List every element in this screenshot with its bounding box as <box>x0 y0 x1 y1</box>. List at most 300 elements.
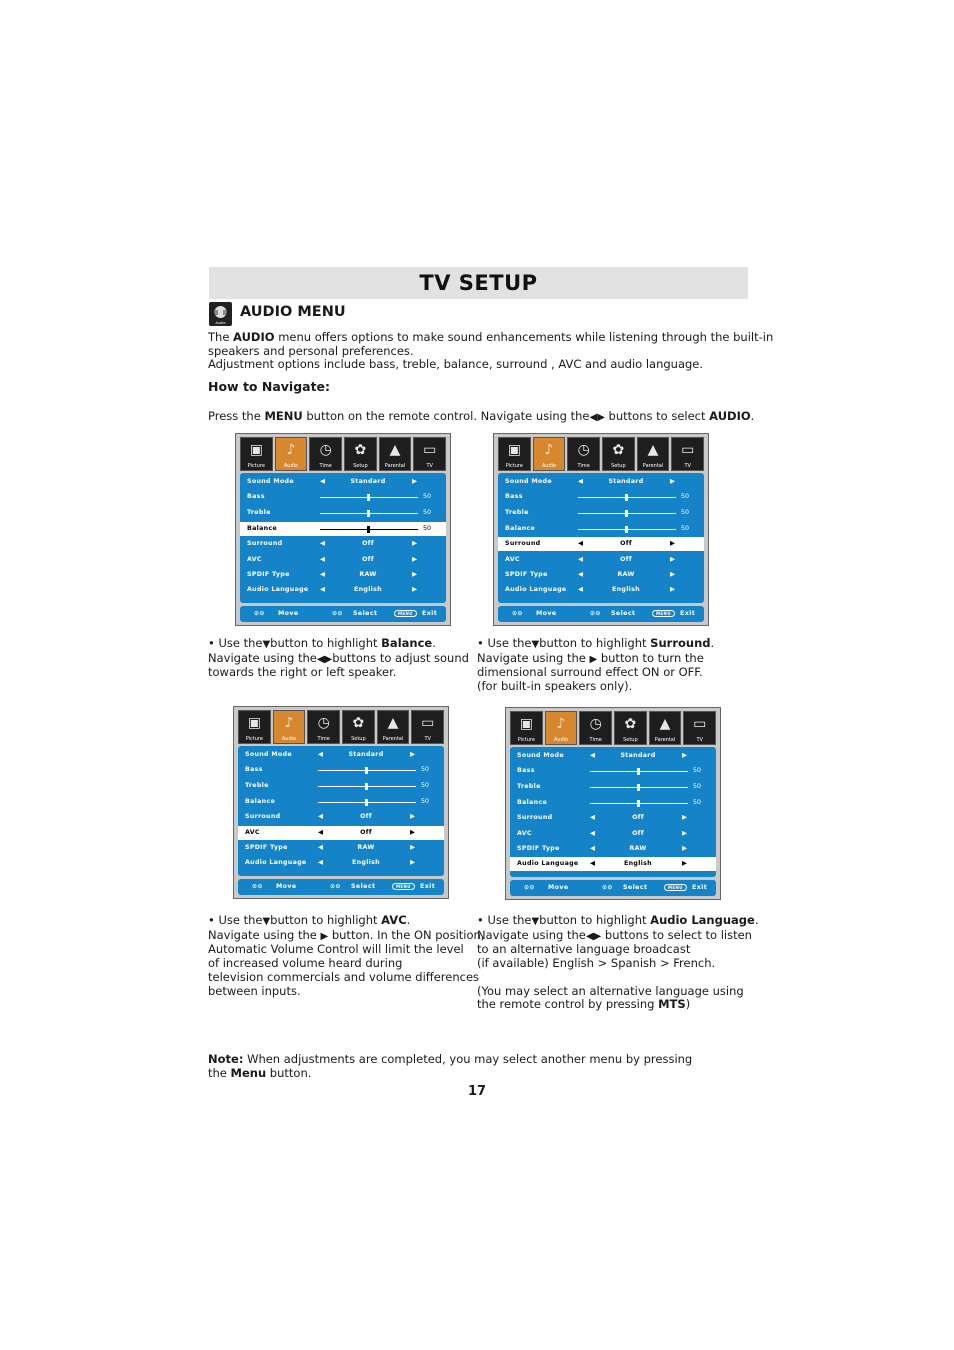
gear-icon: ✿ <box>612 442 625 458</box>
menu-row-treble[interactable] <box>510 780 716 794</box>
right-arrow-icon: ▶ <box>412 555 417 563</box>
bold-text: Balance <box>381 636 433 650</box>
menu-row-value: Off <box>362 556 374 563</box>
right-arrow-icon: ▶ <box>682 751 687 759</box>
menu-button-icon: MENU <box>392 883 415 890</box>
tab-label: Parental <box>642 463 664 469</box>
bold-text: Surround <box>650 636 711 650</box>
right-arrow-icon: ▶ <box>412 585 417 593</box>
menu-row-label: Balance <box>505 525 536 532</box>
menu-tab-bar <box>510 711 716 745</box>
tab-tv[interactable] <box>671 437 704 471</box>
caption-surround <box>477 637 714 694</box>
right-arrow-icon: ▶ <box>324 653 333 665</box>
move-icon: ⊙⊙ <box>254 610 265 617</box>
text: button to highlight <box>270 913 382 927</box>
menu-row-value: Off <box>360 829 372 836</box>
text: buttons to select to listen <box>601 927 752 942</box>
tab-tv[interactable] <box>683 711 716 745</box>
right-arrow-icon: ▶ <box>410 858 415 866</box>
menu-row-sound-mode[interactable] <box>240 475 446 489</box>
menu-row-value: Standard <box>348 751 384 758</box>
left-arrow-icon: ◀ <box>320 570 325 578</box>
text: button to highlight <box>539 636 651 650</box>
tab-audio[interactable] <box>533 437 566 471</box>
menu-row-audio-language[interactable] <box>498 583 704 597</box>
audio-icon <box>209 302 232 326</box>
clock-icon: ◷ <box>577 442 590 458</box>
text: button. In the ON position, <box>328 927 485 942</box>
slider-value: 50 <box>693 767 702 774</box>
tab-parental[interactable] <box>649 711 682 745</box>
right-arrow-icon: ▶ <box>410 812 415 820</box>
tab-setup[interactable] <box>614 711 647 745</box>
tab-setup[interactable] <box>344 437 377 471</box>
speaker-icon: ♪ <box>556 716 566 732</box>
tv-icon: ▭ <box>421 715 435 731</box>
menu-row-value: RAW <box>629 845 647 852</box>
left-arrow-icon: ◀ <box>590 844 595 852</box>
caption-avc <box>208 914 484 998</box>
menu-row-value: Standard <box>608 478 644 485</box>
down-arrow-icon: ▼ <box>262 916 271 927</box>
intro-paragraph <box>208 331 773 372</box>
menu-row-surround[interactable] <box>498 537 704 551</box>
right-arrow-icon: ▶ <box>410 750 415 758</box>
menu-row-value: English <box>612 586 640 593</box>
menu-row-spdif-type[interactable] <box>498 568 704 582</box>
menu-row-value: Off <box>632 830 644 837</box>
menu-row-label: Bass <box>245 766 263 773</box>
menu-panel <box>240 473 446 603</box>
menu-row-label: Treble <box>517 783 541 790</box>
down-arrow-icon: ▼ <box>531 639 540 650</box>
move-icon: ⊙⊙ <box>524 884 535 891</box>
menu-row-bass[interactable] <box>498 490 704 504</box>
lock-icon: ▲ <box>659 716 671 732</box>
tab-tv[interactable] <box>411 710 444 744</box>
tab-label: Setup <box>623 737 638 743</box>
bold-text: AUDIO <box>709 409 751 423</box>
left-arrow-icon: ◀ <box>318 843 323 851</box>
slider-value: 50 <box>681 525 690 532</box>
tab-picture[interactable] <box>498 437 531 471</box>
menu-row-label: AVC <box>247 556 262 563</box>
move-label: Move <box>276 883 297 890</box>
menu-footer <box>498 606 704 622</box>
right-arrow-icon: ▶ <box>682 829 687 837</box>
menu-row-value: Off <box>620 556 632 563</box>
text: speakers and personal preferences. <box>208 343 414 358</box>
left-arrow-icon: ◀ <box>318 812 323 820</box>
menu-row-treble[interactable] <box>238 779 444 793</box>
slider-value: 50 <box>421 782 430 789</box>
tab-time[interactable] <box>309 437 342 471</box>
text: buttons to select <box>604 409 710 423</box>
menu-row-balance[interactable] <box>240 522 446 536</box>
menu-row-sound-mode[interactable] <box>510 749 716 763</box>
left-arrow-icon: ◀ <box>318 828 323 836</box>
slider-knob <box>365 783 368 790</box>
clock-icon: ◷ <box>319 442 332 458</box>
spacer <box>477 971 758 985</box>
text: button to turn the <box>597 650 704 665</box>
menu-row-bass[interactable] <box>238 763 444 777</box>
down-arrow-icon: ▼ <box>262 639 271 650</box>
left-arrow-icon: ◀ <box>316 653 325 665</box>
text: • Use the <box>477 636 532 650</box>
menu-row-sound-mode[interactable] <box>238 748 444 762</box>
menu-panel <box>498 473 704 603</box>
left-arrow-icon: ◀ <box>320 555 325 563</box>
menu-row-label: AVC <box>505 556 520 563</box>
svg-text:Audio: Audio <box>215 321 226 325</box>
menu-row-label: SPDIF Type <box>505 571 548 578</box>
menu-tab-bar <box>240 437 446 471</box>
left-arrow-icon: ◀ <box>320 585 325 593</box>
gear-icon: ✿ <box>624 716 637 732</box>
menu-row-value: RAW <box>359 571 377 578</box>
camera-icon: ▣ <box>249 442 263 458</box>
tab-setup[interactable] <box>342 710 375 744</box>
menu-footer <box>240 606 446 622</box>
text: button on the remote control. Navigate using the <box>302 409 590 423</box>
menu-row-sound-mode[interactable] <box>498 475 704 489</box>
bold-text: MENU <box>264 409 303 423</box>
menu-row-label: Audio Language <box>517 860 579 867</box>
right-arrow-icon: ▶ <box>670 585 675 593</box>
menu-row-avc[interactable] <box>240 553 446 567</box>
slider-knob <box>365 767 368 774</box>
menu-row-bass[interactable] <box>510 764 716 778</box>
page-number: 17 <box>467 1084 487 1099</box>
menu-row-label: Balance <box>247 525 278 532</box>
camera-icon: ▣ <box>519 716 533 732</box>
exit-label: Exit <box>692 884 708 891</box>
right-arrow-icon: ▶ <box>412 570 417 578</box>
slider-knob <box>637 784 640 791</box>
bold-text: AUDIO <box>233 330 275 344</box>
menu-row-value: English <box>352 859 380 866</box>
tab-label: TV <box>424 736 431 742</box>
text: Automatic Volume Control will limit the level <box>208 942 464 957</box>
slider-knob <box>637 768 640 775</box>
tab-setup[interactable] <box>602 437 635 471</box>
menu-row-balance[interactable] <box>510 796 716 810</box>
menu-row-avc[interactable] <box>238 826 444 840</box>
slider-value: 50 <box>681 493 690 500</box>
move-icon: ⊙⊙ <box>252 883 263 890</box>
left-arrow-icon: ◀ <box>590 829 595 837</box>
left-arrow-icon: ◀ <box>578 570 583 578</box>
exit-label: Exit <box>422 610 438 617</box>
text: • Use the <box>208 636 263 650</box>
menu-footer <box>238 879 444 895</box>
left-arrow-icon: ◀ <box>578 555 583 563</box>
text: button. <box>266 1065 312 1080</box>
menu-row-label: Audio Language <box>505 586 567 593</box>
text: to an alternative language broadcast <box>477 942 691 957</box>
tab-time[interactable] <box>567 437 600 471</box>
tab-parental[interactable] <box>377 710 410 744</box>
tab-audio[interactable] <box>545 711 578 745</box>
right-arrow-icon: ▶ <box>682 844 687 852</box>
title-bar <box>209 267 748 299</box>
menu-row-label: Bass <box>247 493 265 500</box>
menu-row-label: Sound Mode <box>517 752 564 759</box>
slider-value: 50 <box>423 493 432 500</box>
slider-knob <box>367 494 370 501</box>
tab-label: Time <box>317 736 330 742</box>
right-arrow-icon: ▶ <box>412 539 417 547</box>
press-instruction <box>208 410 754 425</box>
tab-parental[interactable] <box>637 437 670 471</box>
section-title: AUDIO MENU <box>240 304 346 320</box>
move-label: Move <box>548 884 569 891</box>
caption-balance <box>208 637 469 680</box>
menu-row-label: Treble <box>505 509 529 516</box>
menu-row-value: Off <box>360 813 372 820</box>
text: ) <box>685 997 691 1012</box>
tab-time[interactable] <box>579 711 612 745</box>
audio-menu-screenshot <box>493 433 709 626</box>
text: (for built-in speakers only). <box>477 679 633 694</box>
text: the remote control by pressing <box>477 997 659 1012</box>
menu-row-value: Off <box>632 814 644 821</box>
menu-row-treble[interactable] <box>498 506 704 520</box>
left-arrow-icon: ◀ <box>578 539 583 547</box>
clock-icon: ◷ <box>317 715 330 731</box>
menu-row-value: Standard <box>620 752 656 759</box>
menu-row-label: Treble <box>247 509 271 516</box>
bold-text: Audio Language <box>650 913 755 927</box>
menu-row-value: English <box>624 860 652 867</box>
menu-row-label: AVC <box>517 830 532 837</box>
select-icon: ⊙⊙ <box>590 610 601 617</box>
slider-value: 50 <box>693 799 702 806</box>
exit-label: Exit <box>420 883 436 890</box>
bold-text: MTS <box>658 997 686 1012</box>
text: Press the <box>208 409 265 423</box>
note-label: Note: <box>208 1052 244 1066</box>
slider-value: 50 <box>421 766 430 773</box>
text: . <box>750 409 755 423</box>
text: buttons to adjust sound <box>332 650 469 665</box>
menu-row-avc[interactable] <box>510 827 716 841</box>
menu-row-avc[interactable] <box>498 553 704 567</box>
text: • Use the <box>208 913 263 927</box>
tab-picture[interactable] <box>240 437 273 471</box>
tv-icon: ▭ <box>423 442 437 458</box>
select-label: Select <box>351 883 376 890</box>
tab-label: Parental <box>384 463 406 469</box>
menu-row-balance[interactable] <box>238 795 444 809</box>
select-label: Select <box>353 610 378 617</box>
menu-row-treble[interactable] <box>240 506 446 520</box>
tab-label: Audio <box>281 736 297 742</box>
menu-button-icon: MENU <box>664 884 687 891</box>
bold-text: AVC <box>381 913 407 927</box>
move-label: Move <box>278 610 299 617</box>
menu-row-value: Off <box>362 540 374 547</box>
lock-icon: ▲ <box>387 715 399 731</box>
right-arrow-icon: ▶ <box>670 539 675 547</box>
gear-icon: ✿ <box>352 715 365 731</box>
caption-audio-language <box>477 914 758 1012</box>
menu-row-audio-language[interactable] <box>510 857 716 871</box>
lock-icon: ▲ <box>389 442 401 458</box>
text: (You may select an alternative language using <box>477 983 744 998</box>
slider-value: 50 <box>423 525 432 532</box>
text: the <box>208 1065 231 1080</box>
text: menu offers options to make sound enhancements while listening through the built-in <box>274 330 774 344</box>
menu-panel <box>238 746 444 876</box>
text: television commercials and volume differences <box>208 969 480 984</box>
menu-tab-bar <box>238 710 444 744</box>
tv-icon: ▭ <box>693 716 707 732</box>
slider-knob <box>637 800 640 807</box>
slider-knob <box>625 510 628 517</box>
text: between inputs. <box>208 983 301 998</box>
menu-row-label: Bass <box>517 767 535 774</box>
camera-icon: ▣ <box>247 715 261 731</box>
tab-label: Audio <box>283 463 299 469</box>
menu-panel <box>510 747 716 877</box>
select-icon: ⊙⊙ <box>602 884 613 891</box>
slider-knob <box>367 510 370 517</box>
left-arrow-icon: ◀ <box>320 539 325 547</box>
tab-label: Setup <box>611 463 626 469</box>
slider-knob <box>365 799 368 806</box>
page-title: TV SETUP <box>419 271 538 295</box>
text: Navigate using the <box>477 650 590 665</box>
text: dimensional surround effect ON or OFF. <box>477 665 703 680</box>
menu-footer <box>510 880 716 896</box>
menu-row-label: Audio Language <box>245 859 307 866</box>
text: button to highlight <box>539 913 651 927</box>
speaker-icon: ♪ <box>544 442 554 458</box>
right-arrow-icon: ▶ <box>412 477 417 485</box>
menu-row-label: Surround <box>247 540 283 547</box>
menu-row-value: Standard <box>350 478 386 485</box>
tab-label: Setup <box>351 736 366 742</box>
left-arrow-icon: ◀ <box>578 477 583 485</box>
audio-menu-screenshot <box>235 433 451 626</box>
text: . <box>710 636 715 650</box>
audio-menu-screenshot <box>233 706 449 899</box>
menu-row-bass[interactable] <box>240 490 446 504</box>
menu-row-spdif-type[interactable] <box>240 568 446 582</box>
down-arrow-icon: ▼ <box>531 916 540 927</box>
menu-row-label: Surround <box>517 814 553 821</box>
right-arrow-icon: ▶ <box>597 412 605 423</box>
tab-tv[interactable] <box>413 437 446 471</box>
select-label: Select <box>623 884 648 891</box>
speaker-icon: ♪ <box>284 715 294 731</box>
select-icon: ⊙⊙ <box>332 610 343 617</box>
text: • Use the <box>477 913 532 927</box>
clock-icon: ◷ <box>589 716 602 732</box>
menu-row-label: Treble <box>245 782 269 789</box>
menu-row-label: SPDIF Type <box>517 845 560 852</box>
tab-time[interactable] <box>307 710 340 744</box>
note <box>208 1053 692 1080</box>
tab-label: Picture <box>245 736 263 742</box>
text: . <box>432 636 436 650</box>
tab-label: Setup <box>353 463 368 469</box>
camera-icon: ▣ <box>507 442 521 458</box>
select-label: Select <box>611 610 636 617</box>
how-to-heading: How to Navigate: <box>208 379 331 394</box>
menu-row-spdif-type[interactable] <box>238 841 444 855</box>
right-arrow-icon: ▶ <box>670 570 675 578</box>
text: Adjustment options include bass, treble, balance, surround , AVC and audio language. <box>208 357 704 372</box>
left-arrow-icon: ◀ <box>589 412 598 423</box>
tv-icon: ▭ <box>681 442 695 458</box>
select-icon: ⊙⊙ <box>330 883 341 890</box>
left-arrow-icon: ◀ <box>585 930 594 942</box>
menu-row-label: SPDIF Type <box>247 571 290 578</box>
tab-label: Picture <box>517 737 535 743</box>
gear-icon: ✿ <box>354 442 367 458</box>
speaker-icon: ♪ <box>286 442 296 458</box>
menu-row-value: English <box>354 586 382 593</box>
left-arrow-icon: ◀ <box>578 585 583 593</box>
bold-text: Menu <box>230 1065 267 1080</box>
menu-button-icon: MENU <box>652 610 675 617</box>
text: Navigate using the <box>208 927 321 942</box>
menu-row-spdif-type[interactable] <box>510 842 716 856</box>
tab-label: Parental <box>654 737 676 743</box>
tab-label: Time <box>589 737 602 743</box>
left-arrow-icon: ◀ <box>590 859 595 867</box>
tab-label: Time <box>319 463 332 469</box>
menu-row-label: Surround <box>245 813 281 820</box>
right-arrow-icon: ▶ <box>670 477 675 485</box>
tab-parental[interactable] <box>379 437 412 471</box>
menu-row-surround[interactable] <box>240 537 446 551</box>
text: towards the right or left speaker. <box>208 665 397 680</box>
menu-row-label: Bass <box>505 493 523 500</box>
menu-row-surround[interactable] <box>510 811 716 825</box>
right-arrow-icon: ▶ <box>589 653 598 665</box>
menu-row-label: Surround <box>505 540 541 547</box>
right-arrow-icon: ▶ <box>682 813 687 821</box>
slider-value: 50 <box>681 509 690 516</box>
tab-audio[interactable] <box>275 437 308 471</box>
tab-label: Audio <box>541 463 557 469</box>
menu-row-balance[interactable] <box>498 522 704 536</box>
menu-button-icon: MENU <box>394 610 417 617</box>
right-arrow-icon: ▶ <box>320 930 329 942</box>
left-arrow-icon: ◀ <box>590 813 595 821</box>
tab-audio[interactable] <box>273 710 306 744</box>
menu-row-value: Off <box>620 540 632 547</box>
tab-label: TV <box>426 463 433 469</box>
tab-picture[interactable] <box>238 710 271 744</box>
right-arrow-icon: ▶ <box>410 843 415 851</box>
text: When adjustments are completed, you may select another menu by pressing <box>243 1052 693 1066</box>
exit-label: Exit <box>680 610 696 617</box>
audio-menu-screenshot <box>505 707 721 900</box>
menu-row-audio-language[interactable] <box>240 583 446 597</box>
tab-picture[interactable] <box>510 711 543 745</box>
menu-row-audio-language[interactable] <box>238 856 444 870</box>
move-icon: ⊙⊙ <box>512 610 523 617</box>
menu-row-surround[interactable] <box>238 810 444 824</box>
tab-label: Parental <box>382 736 404 742</box>
menu-row-label: Sound Mode <box>505 478 552 485</box>
